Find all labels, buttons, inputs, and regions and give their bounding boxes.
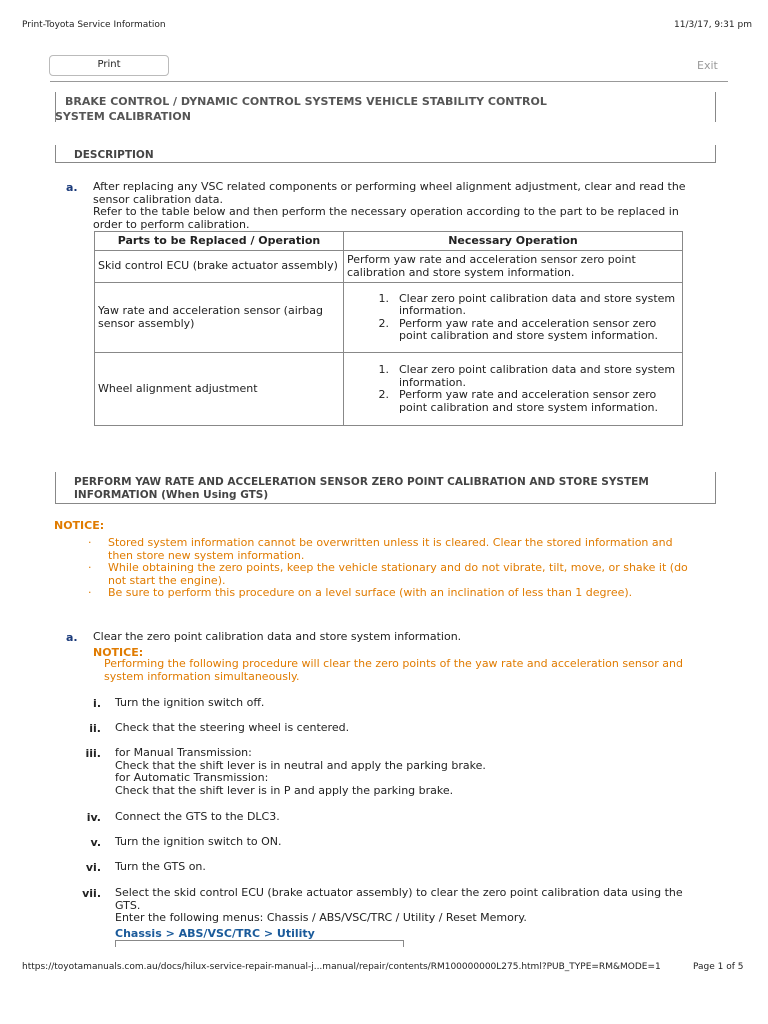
substep-text: Turn the ignition switch to ON.	[115, 835, 282, 848]
print-page-title: Print-Toyota Service Information	[22, 20, 166, 30]
table-header-row	[95, 232, 683, 251]
title-right-border	[715, 92, 716, 122]
step-a-text: Clear the zero point calibration data and store system information.	[93, 630, 462, 643]
bullet: ·	[88, 561, 92, 574]
op-list-item	[347, 364, 679, 389]
substep-text: Turn the GTS on.	[115, 860, 206, 873]
table-row	[95, 283, 683, 353]
table-cell-part: Yaw rate and acceleration sensor (airbag sensor assembly)	[95, 283, 344, 353]
table-cell-operation	[344, 283, 683, 353]
op-list-text: Clear zero point calibration data and store system information.	[399, 291, 676, 317]
notice-text: While obtaining the zero points, keep the vehicle stationary and do not vibrate, tilt, move, or shake it (do not start the engine).	[108, 561, 688, 587]
bullet: ·	[88, 536, 92, 549]
table-header-parts: Parts to be Replaced / Operation	[95, 232, 344, 251]
table-cell-operation	[344, 353, 683, 426]
notice-line: system information simultaneously.	[104, 669, 300, 683]
exit-link[interactable]: Exit	[697, 59, 718, 72]
notice-item	[88, 562, 718, 587]
section-left-border	[55, 472, 56, 504]
desc-line: sensor calibration data.	[93, 192, 223, 206]
print-datetime: 11/3/17, 9:31 pm	[674, 20, 752, 30]
section-heading-line2: INFORMATION (When Using GTS)	[74, 489, 269, 501]
calibration-table	[94, 231, 683, 426]
notice-text: Be sure to perform this procedure on a level surface (with an inclination of less than 1 degree).	[108, 586, 633, 599]
desc-line: order to perform calibration.	[93, 217, 250, 231]
desc-line: After replacing any VSC related components or performing wheel alignment adjustment, clear and read the	[93, 180, 686, 193]
desc-line: Refer to the table below and then perform the necessary operation according to the part to be replaced in	[93, 205, 679, 218]
bullet: ·	[88, 586, 92, 599]
op-list-number: 1.	[378, 363, 389, 376]
notice-line: Performing the following procedure will clear the zero points of the yaw rate and acceleration sensor and	[104, 657, 683, 670]
op-list-item	[347, 318, 679, 343]
section-right-border	[715, 472, 716, 504]
table-row	[95, 251, 683, 283]
step-a-notice-label: NOTICE:	[93, 646, 144, 659]
op-list-item	[347, 389, 679, 414]
substep-text: Turn the ignition switch off.	[115, 696, 265, 709]
op-list-number: 1.	[378, 291, 389, 305]
op-list-item	[347, 293, 679, 318]
op-list-text: Perform yaw rate and acceleration sensor zero point calibration and store system information.	[399, 316, 659, 342]
section-underline	[55, 162, 716, 163]
notice-item	[88, 537, 718, 562]
document-title-line2: SYSTEM CALIBRATION	[55, 110, 191, 123]
menu-path-link[interactable]: Chassis > ABS/VSC/TRC > Utility	[115, 927, 315, 940]
page-url: https://toyotamanuals.com.au/docs/hilux-service-repair-manual-j...manual/repair/contents/RM100000000L275.html?PUB_TYPE=RM&MODE=1	[22, 962, 661, 972]
divider	[50, 81, 728, 82]
section-heading-calibration	[74, 476, 649, 502]
notice-item	[88, 587, 718, 600]
page-number: Page 1 of 5	[693, 962, 744, 972]
table-row	[95, 353, 683, 426]
table-cell-operation: Perform yaw rate and acceleration sensor zero point calibration and store system information.	[344, 251, 683, 283]
substep-text: for Manual Transmission: Check that the shift lever is in neutral and apply the parking brake. for Automatic Transmission: Check that the shift lever is in P and apply the parking brake.	[115, 746, 486, 797]
substep-number: ii.	[89, 722, 101, 735]
substep-number: iv.	[86, 811, 101, 824]
substep-text: Select the skid control ECU (brake actuator assembly) to clear the zero point calibration data using the GTS. Enter the following menus: Chassis / ABS/VSC/TRC / Utility / Reset Memory.	[115, 886, 683, 924]
substep-number: v.	[90, 836, 101, 849]
step-a-marker: a.	[66, 631, 78, 644]
section-left-border	[55, 145, 56, 163]
notice-list	[88, 537, 718, 600]
substep-number: vi.	[85, 861, 101, 874]
step-a-notice-text	[104, 658, 719, 683]
document-title-line1: BRAKE CONTROL / DYNAMIC CONTROL SYSTEMS VEHICLE STABILITY CONTROL	[65, 95, 547, 108]
desc-marker: a.	[66, 181, 78, 194]
substep-number: vii.	[82, 887, 101, 900]
section-right-border	[715, 145, 716, 163]
op-list-number: 2.	[378, 388, 389, 401]
op-list-text: Clear zero point calibration data and store system information.	[399, 363, 676, 389]
section-heading-line1: PERFORM YAW RATE AND ACCELERATION SENSOR ZERO POINT CALIBRATION AND STORE SYSTEM	[74, 476, 649, 488]
document-title	[55, 94, 715, 124]
table-header-operation: Necessary Operation	[344, 232, 683, 251]
screenshot-frame-top	[115, 940, 404, 947]
description-text	[93, 181, 718, 231]
substep-number: iii.	[85, 747, 101, 760]
notice-text: Stored system information cannot be overwritten unless it is cleared. Clear the stored information and then store new system information.	[108, 536, 673, 562]
section-underline	[55, 503, 716, 504]
op-list-number: 2.	[378, 316, 389, 330]
substep-text: Connect the GTS to the DLC3.	[115, 810, 280, 823]
table-cell-part: Wheel alignment adjustment	[95, 353, 344, 426]
description-heading: DESCRIPTION	[74, 149, 154, 161]
notice-label: NOTICE:	[54, 519, 105, 532]
print-button[interactable]: Print	[49, 55, 169, 76]
substep-text: Check that the steering wheel is centered.	[115, 721, 350, 734]
op-list-text: Perform yaw rate and acceleration sensor zero point calibration and store system information.	[399, 388, 659, 414]
substep-number: i.	[93, 697, 101, 710]
table-cell-part: Skid control ECU (brake actuator assembly)	[95, 251, 344, 283]
